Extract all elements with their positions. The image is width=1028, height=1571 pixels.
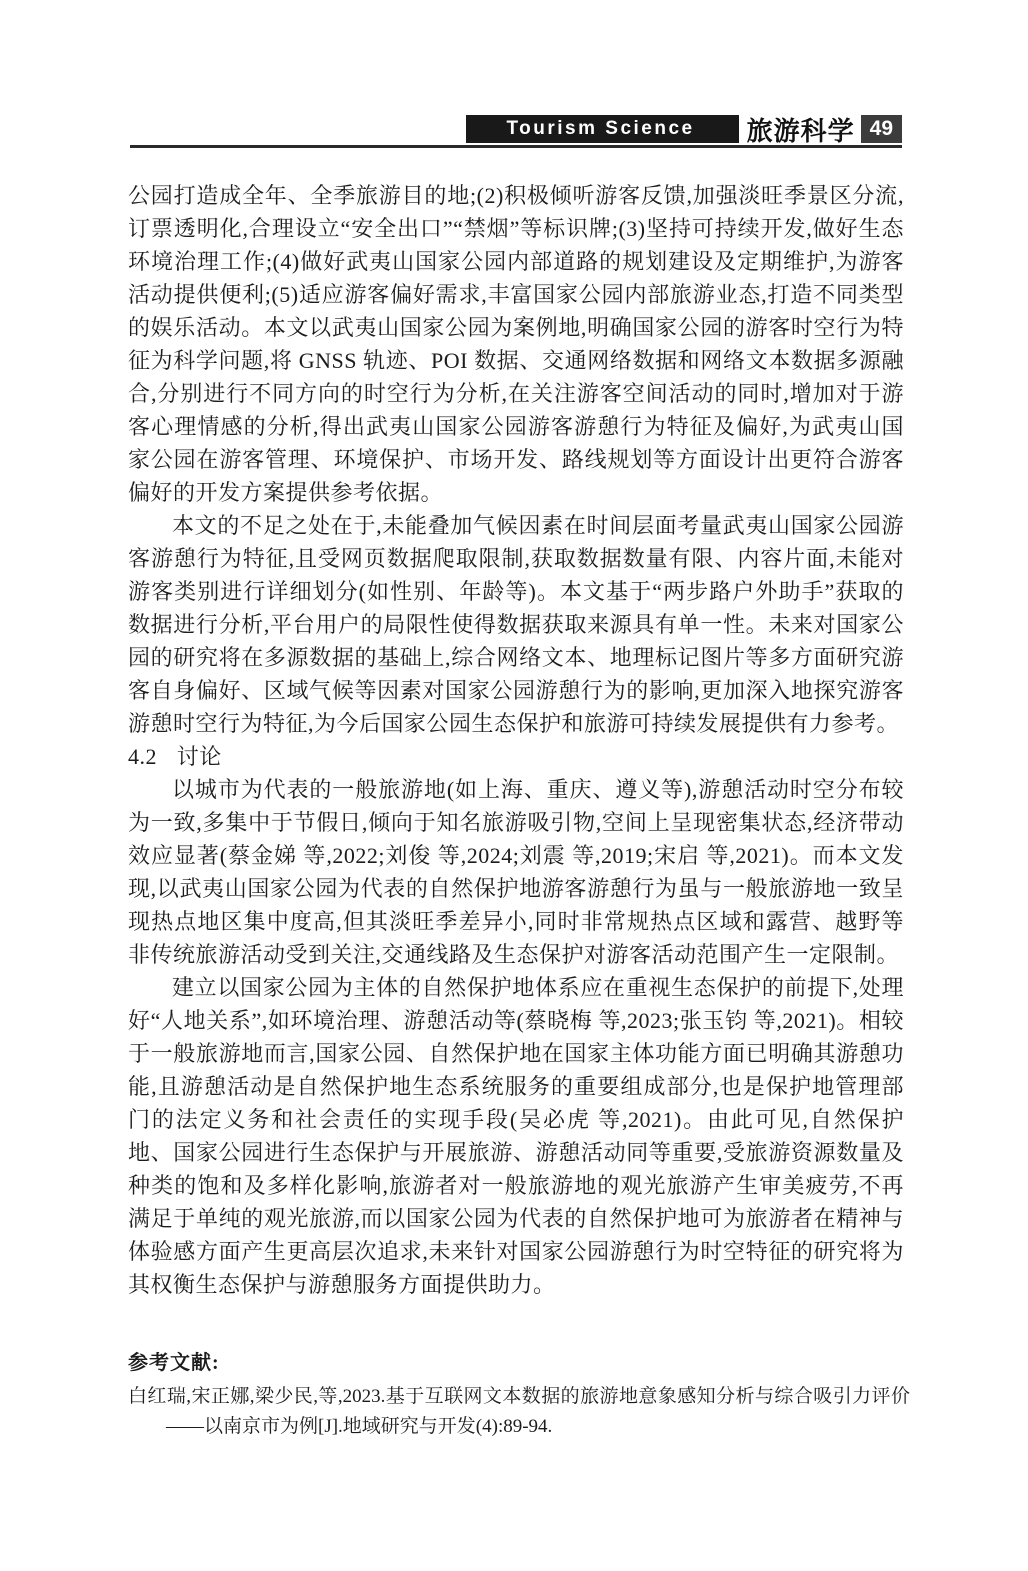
paragraph-limitations: 本文的不足之处在于,未能叠加气候因素在时间层面考量武夷山国家公园游客游憩行为特征,且受网页数据爬取限制,获取数据数量有限、内容片面,未能对游客类别进行详细划分(如性别、年龄等)。本文基于“两步路户外助手”获取的数据进行分析,平台用户的局限性使得数据获取来源具有单一性。未来对国家公园的研究将在多源数据的基础上,综合网络文本、地理标记图片等多方面研究游客自身偏好、区域气候等因素对国家公园游憩行为的影响,更加深入地探究游客游憩时空行为特征,为今后国家公园生态保护和旅游可持续发展提供有力参考。 — [128, 513, 904, 736]
page-number: 49 — [861, 115, 902, 143]
article-body — [128, 179, 904, 1301]
header-rule — [130, 145, 902, 148]
section-title: 讨论 — [176, 744, 222, 769]
paragraph-discussion-2: 建立以国家公园为主体的自然保护地体系应在重视生态保护的前提下,处理好“人地关系”,如环境治理、游憩活动等(蔡晓梅 等,2023;张玉钧 等,2021)。相较于一般旅游地而言,国家公园、自然保护地在国家主体功能方面已明确其游憩功能,且游憩活动是自然保护地生态系统服务的重要组成部分,也是保护地管理部门的法定义务和社会责任的实现手段(吴必虎 等,2021)。由此可见,自然保护地、国家公园进行生态保护与开展旅游、游憩活动同等重要,受旅游资源数量及种类的饱和及多样化影响,旅游者对一般旅游地的观光旅游产生审美疲劳,不再满足于单纯的观光旅游,而以国家公园为代表的自然保护地可为旅游者在精神与体验感方面产生更高层次追求,未来针对国家公园游憩行为时空特征的研究将为其权衡生态保护与游憩服务方面提供助力。 — [128, 975, 904, 1297]
paragraph-discussion-1: 以城市为代表的一般旅游地(如上海、重庆、遵义等),游憩活动时空分布较为一致,多集中于节假日,倾向于知名旅游吸引物,空间上呈现密集状态,经济带动效应显著(蔡金娣 等,2022;刘俊 等,2024;刘震 等,2019;宋启 等,2021)。而本文发现,以武夷山国家公园为代表的自然保护地游客游憩行为虽与一般旅游地一致呈现热点地区集中度高,但其淡旺季差异小,同时非常规热点区域和露营、越野等非传统旅游活动受到关注,交通线路及生态保护对游客活动范围产生一定限制。 — [128, 777, 904, 967]
references-label: 参考文献: — [128, 1352, 220, 1374]
running-head — [130, 115, 902, 146]
reference-entry: 白红瑞,宋正娜,梁少民,等,2023.基于互联网文本数据的旅游地意象感知分析与综合吸引力评价——以南京市为例[J].地域研究与开发(4):89-94. — [128, 1386, 910, 1437]
references-section — [128, 1348, 910, 1442]
section-heading — [128, 740, 904, 773]
section-number: 4.2 — [128, 744, 157, 769]
journal-name-cn: 旅游科学 — [746, 116, 855, 146]
paragraph-continuation: 公园打造成全年、全季旅游目的地;(2)积极倾听游客反馈,加强淡旺季景区分流,订票透明化,合理设立“安全出口”“禁烟”等标识牌;(3)坚持可持续开发,做好生态环境治理工作;(4)做好武夷山国家公园内部道路的规划建设及定期维护,为游客活动提供便利;(5)适应游客偏好需求,丰富国家公园内部旅游业态,打造不同类型的娱乐活动。本文以武夷山国家公园为案例地,明确国家公园的游客时空行为特征为科学问题,将 GNSS 轨迹、POI 数据、交通网络数据和网络文本数据多源融合,分别进行不同方向的时空行为分析,在关注游客空间活动的同时,增加对于游客心理情感的分析,得出武夷山国家公园游客游憩行为特征及偏好,为武夷山国家公园在游客管理、环境保护、市场开发、路线规划等方面设计出更符合游客偏好的开发方案提供参考依据。 — [128, 183, 904, 505]
journal-name-en: Tourism Science — [466, 115, 738, 143]
